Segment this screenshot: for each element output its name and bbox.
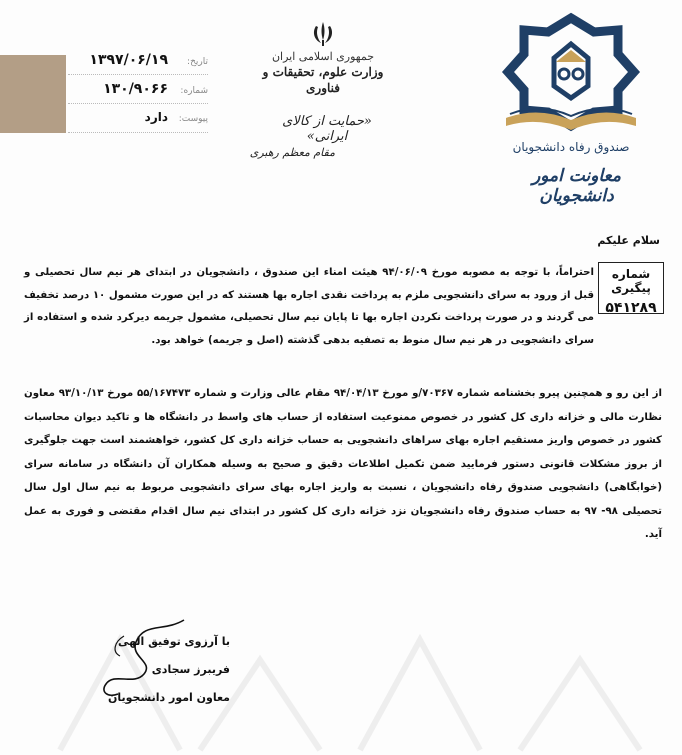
number-label: شماره: (180, 86, 208, 96)
date-label: تاریخ: (187, 57, 208, 67)
greeting-text: سلام علیکم (597, 234, 660, 247)
letter-paragraph-2: از این رو و همچنین پیرو بخشنامه شماره ۷۰۳۶۷/و مورخ ۹۴/۰۴/۱۳ مقام عالی وزارت و شماره ۵۵/۱۶۷۴۷۳ مورخ ۹۳/۱۰/۱۳ معاون نظارت مالی و خزانه داری کل کشور در خصوص ممنوعیت استفاده از حساب های واسط در دانشگاه ها و تاکید دیوان محاسبات کشور در خصوص واریز مستقیم اجاره بهای سراهای دانشجویی به حساب خزانه داری کل کشور، خواهشمند است جهت جلوگیری از بروز مشکلات قانونی دستور فرمایید ضمن تکمیل اطلاعات دقیق و صحیح به وسیله همکاران آن دانشگاه در سامانه سرای (خوابگاهی) دانشجویی صندوق رفاه دانشجویان ، نسبت به واریز اجاره بهای سرای دانشجویی مربوط به نیم سال اول سال تحصیلی ۹۸- ۹۷ به حساب صندوق رفاه دانشجویان نزد خزانه داری کل کشور در ابتدای نیم سال اقدام مقتضی و فوری به عمل آید. (24, 388, 662, 540)
republic-text: جمهوری اسلامی ایران (271, 50, 375, 63)
leader-phrase: مقام معظم رهبری (249, 146, 335, 159)
slogan-text: «حمایت از کالای ایرانی» (282, 114, 372, 144)
number-row (68, 81, 208, 104)
fund-logo (496, 10, 646, 154)
corner-color-swatch (0, 55, 66, 133)
signature-title: معاون امور دانشجویان (107, 691, 230, 704)
signature-closing: با آرزوی توفیق الهی (117, 635, 230, 648)
tracking-label: شماره پیگیری (611, 267, 651, 295)
ministry-header (248, 20, 398, 96)
tracking-number: ۵۴۱۲۸۹ (605, 300, 657, 316)
deputy-title-text: معاونت امور دانشجویان (532, 166, 621, 206)
signature-block (80, 628, 230, 712)
ministry-text: وزارت علوم، تحقیقات و فناوری (262, 65, 384, 95)
iran-emblem-icon (308, 20, 338, 48)
date-value: ۱۳۹۷/۰۶/۱۹ (89, 52, 168, 68)
number-value: ۱۳۰/۹۰۶۶ (103, 81, 168, 97)
signature-name: فریبرز سجادی (151, 663, 230, 676)
attachment-label: پیوست: (178, 114, 208, 124)
fund-name-text: صندوق رفاه دانشجویان (512, 140, 630, 154)
fund-logo-icon (496, 10, 646, 138)
attachment-value: دارد (144, 110, 168, 124)
letter-meta (68, 52, 208, 139)
tracking-box (598, 262, 664, 314)
date-row (68, 52, 208, 75)
attachment-row (68, 110, 208, 133)
letter-paragraph-1: احتراماً، با توجه به مصوبه مورخ ۹۴/۰۶/۰۹ هیئت امناء این صندوق ، دانشجویان در ابتدای هر نیم سال تحصیلی و قبل از ورود به سرای دانشجویی ملزم به پرداخت نقدی اجاره بها هستند که در این صورت مشمول ۱۰ درصد تخفیف می گردند و در صورت پرداخت نکردن اجاره بها تا پایان نیم سال تحصیلی، مشمول جریمه دیرکرد شده و استفاده از سرای دانشجویی در هر نیم سال منوط به تصفیه بدهی گذشته (اصل و جریمه) خواهد بود. (24, 267, 594, 346)
